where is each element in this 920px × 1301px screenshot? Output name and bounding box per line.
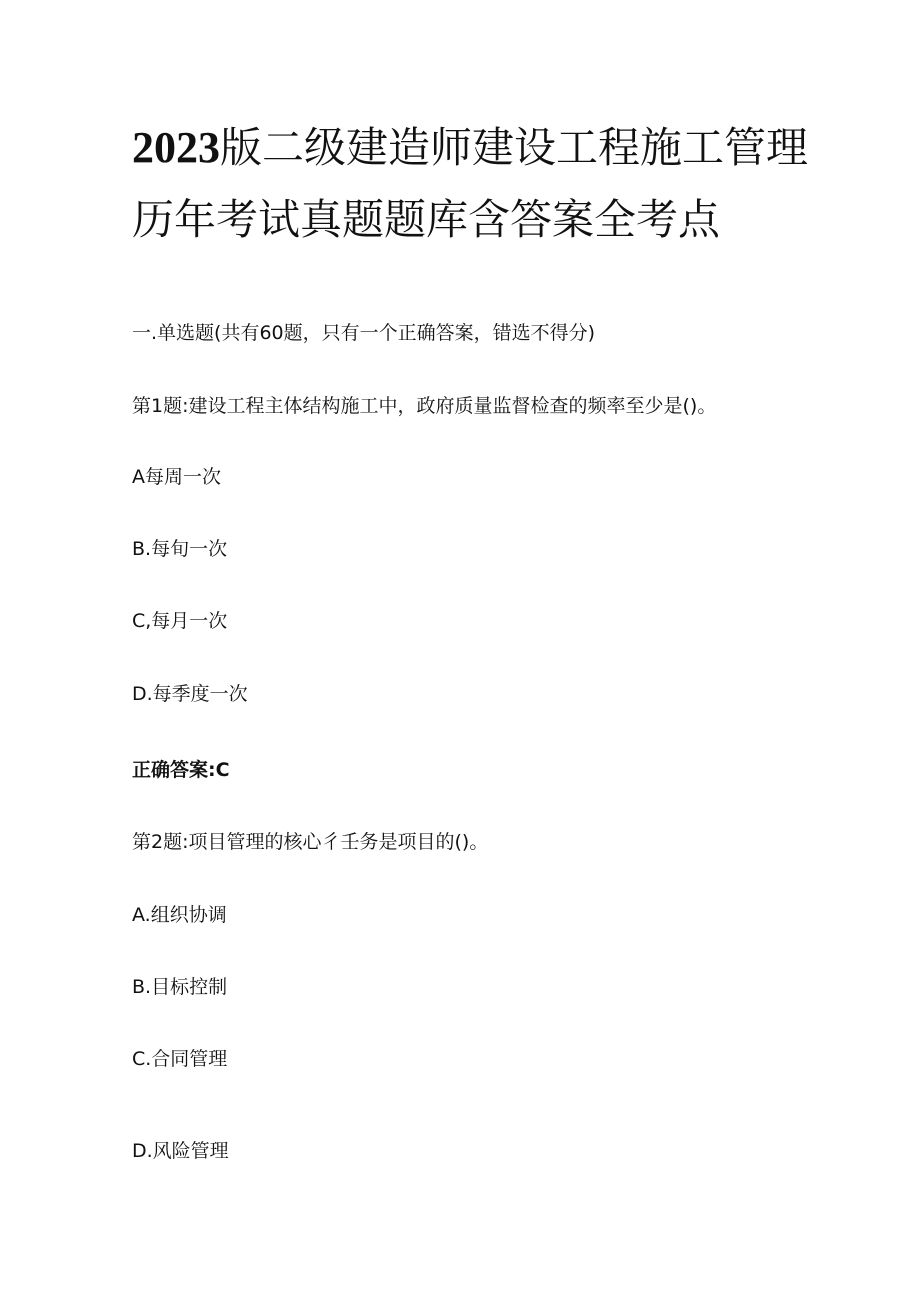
- question-1-option-c: C,每月一次: [132, 610, 228, 632]
- document-title: [132, 112, 812, 256]
- title-text: 版二级建造师建设工程施工管理历年考试真题题库含答案全考点: [132, 123, 809, 244]
- section-heading: 一.单选题(共有60题，只有一个正确答案，错选不得分): [132, 322, 596, 344]
- question-1-option-b: B.每旬一次: [132, 538, 228, 560]
- question-1-stem: 第1题:建设工程主体结构施工中，政府质量监督检查的频率至少是()。: [132, 395, 717, 417]
- question-1-option-a: A每周一次: [132, 466, 221, 488]
- question-2-stem: 第2题:项目管理的核心彳壬务是项目的()。: [132, 831, 489, 853]
- title-year: 2023: [132, 123, 220, 172]
- question-2-option-a: A.组织协调: [132, 904, 227, 926]
- question-1-answer: 正确答案:C: [132, 759, 230, 781]
- question-2-option-c: C.合同管理: [132, 1048, 228, 1070]
- question-2-option-b: B.目标控制: [132, 976, 228, 998]
- question-2-option-d: D.风险管理: [132, 1140, 229, 1162]
- question-1-option-d: D.每季度一次: [132, 683, 248, 705]
